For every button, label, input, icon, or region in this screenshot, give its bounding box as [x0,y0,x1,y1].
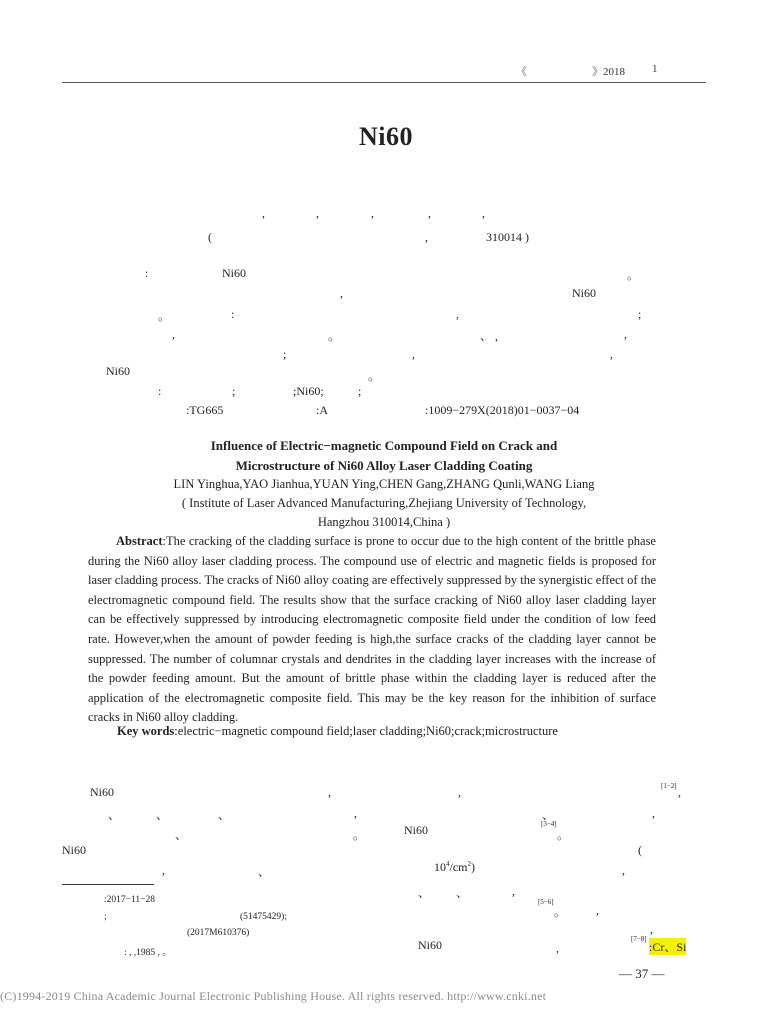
copyright-footer: (C)1994-2019 China Academic Journal Electronic Publishing House. All rights reserved. http://www.cnki.net [0,989,547,1003]
keywords-cn-fragment: ; [232,384,236,398]
abstract-cn-fragment: , [624,327,627,341]
abstract-text: :The cracking of the cladding surface is prone to occur due to the high content of the brittle phase during the Ni60 alloy laser cladding process. The compound use of electric and magnetic fields is proposed for laser cladding process. The cracks of Ni60 alloy coating are effectively suppressed by the synergistic effect of the electromagnetic compound field. The results show that the surface cracking of Ni60 alloy laser cladding layer can be effectively suppressed by introducing electromagnetic composite field under the condition of low feed rate. However,when the amount of powder feeding is high,the surface cracks of the cladding layer cannot be suppressed. The number of columnar crystals and dendrites in the cladding layer increases with the increase of the powder feeding amount. But the amount of brittle phase within the cladding layer is reduced after the application of the electromagnetic composite field. This may be the key reason for the inhibition of surface cracks in Ni60 alloy cladding. [88,534,656,725]
abstract-cn-fragment: : [231,307,235,321]
journal-name-open: 《 [516,66,527,78]
affiliation-comma: , [425,230,428,244]
abstract-cn-fragment: 。 [328,329,341,343]
unit-base: 10 [434,860,446,874]
citation-ref-text: [1−2] [661,782,677,790]
english-affiliation-line2: Hangzhou 310014,China ) [317,515,451,529]
body-fragment: Ni60 [404,823,428,837]
keywords-text: :electric−magnetic compound field;laser cladding;Ni60;crack;microstructure [174,724,558,738]
footnote-rule [62,884,154,885]
issue-number: 1 [652,63,658,75]
body-fragment: , [458,785,461,799]
body-fragment: 、 [418,886,431,900]
keywords-cn-fragment: ;Ni60; [293,384,324,398]
abstract-cn-fragment: , [610,347,613,361]
body-fragment: , [678,785,681,799]
page-number: — 37 — [619,966,665,981]
body-fragment: , [652,806,655,820]
body-fragment: 、 [258,865,271,879]
abstract-cn-fragment: , [456,307,459,321]
citation-ref [541,820,557,835]
body-fragment: 、 [175,828,188,842]
citation-ref-text: [5−6] [538,898,554,906]
author-separator: , [262,206,265,220]
body-fragment: 。 [554,905,567,919]
abstract-cn-fragment: Ni60 [106,364,130,378]
body-fragment: 、 [218,808,231,822]
footnote-received-date: :2017−11−28 [104,895,156,905]
highlighted-text: :Cr、Si [649,940,687,954]
body-fragment: , [354,806,357,820]
citation-ref-text: [7−8] [631,935,647,943]
english-abstract [88,532,656,728]
keywords-cn-fragment: : [158,384,162,398]
body-fragment: 。 [353,828,366,842]
affiliation-open-paren: ( [208,230,212,244]
article-number: :1009−279X(2018)01−0037−04 [425,403,580,417]
english-affiliation-line1: ( Institute of Laser Advanced Manufacturing,Zhejiang University of Technology, [181,496,587,510]
author-separator: , [371,206,374,220]
keywords-cn-fragment: ; [358,384,362,398]
document-code: :A [316,403,328,417]
english-title-line1: Influence of Electric−magnetic Compound Field on Crack and [210,438,558,453]
body-fragment: , [622,863,625,877]
header-rule [62,82,706,83]
author-separator: , [316,206,319,220]
paper-title-cn: Ni60 [359,122,413,151]
body-fragment: , [328,785,331,799]
citation-ref [538,898,554,913]
author-separator: , [482,206,485,220]
abstract-cn-fragment: Ni60 [572,286,596,300]
unit-square: 2 [467,860,471,868]
journal-year: 》2018 [592,66,625,78]
abstract-cn-fragment: : [145,266,149,280]
body-fragment: , [556,941,559,955]
abstract-cn-fragment: 。 [368,369,381,383]
keywords-label: Key words [117,724,175,738]
unit-tail: /cm [449,860,468,874]
abstract-cn-fragment: 。 [158,309,171,323]
body-fragment: , [162,863,165,877]
footnote-fund: ; [104,912,107,922]
classification-number: :TG665 [186,403,224,417]
abstract-cn-fragment: 。 [627,268,640,282]
affiliation-postcode: 310014 ) [486,230,529,244]
unit-exponent: 4 [446,860,450,868]
body-fragment: 、 [456,886,469,900]
body-fragment: 、 [156,808,169,822]
body-fragment: 。 [557,828,570,842]
body-fragment: 、 [542,808,555,822]
english-authors: LIN Yinghua,YAO Jianhua,YUAN Ying,CHEN Gang,ZHANG Qunli,WANG Liang [173,477,595,491]
body-fragment: ( [638,843,642,857]
body-fragment: 、 [108,808,121,822]
abstract-cn-fragment: ; [283,347,287,361]
footnote-fund-number: (2017M610376) [187,928,250,938]
abstract-cn-fragment: , [412,347,415,361]
footnote-author-info: : , ,1985 , 。 [124,948,172,958]
body-fragment: , [596,903,599,917]
body-fragment: , [512,884,515,898]
body-fragment: Ni60 [418,938,442,952]
body-fragment: , [650,922,653,936]
abstract-cn-fragment: Ni60 [222,266,246,280]
body-fragment: Ni60 [62,843,86,857]
footnote-fund-number: (51475429); [240,912,287,922]
citation-ref-text: [3−4] [541,820,557,828]
unit-value [434,860,475,875]
citation-ref [631,935,647,950]
abstract-cn-fragment: , [172,327,175,341]
author-separator: , [428,206,431,220]
abstract-label: Abstract [116,534,163,548]
english-keywords [117,724,558,739]
abstract-cn-fragment: 、 , [480,329,499,343]
unit-close: ) [471,860,475,874]
abstract-cn-fragment: ; [638,307,642,321]
citation-ref [661,782,677,797]
abstract-cn-fragment: , [340,286,343,300]
english-title-line2: Microstructure of Ni60 Alloy Laser Cladding Coating [235,458,533,473]
body-fragment: Ni60 [90,785,114,799]
